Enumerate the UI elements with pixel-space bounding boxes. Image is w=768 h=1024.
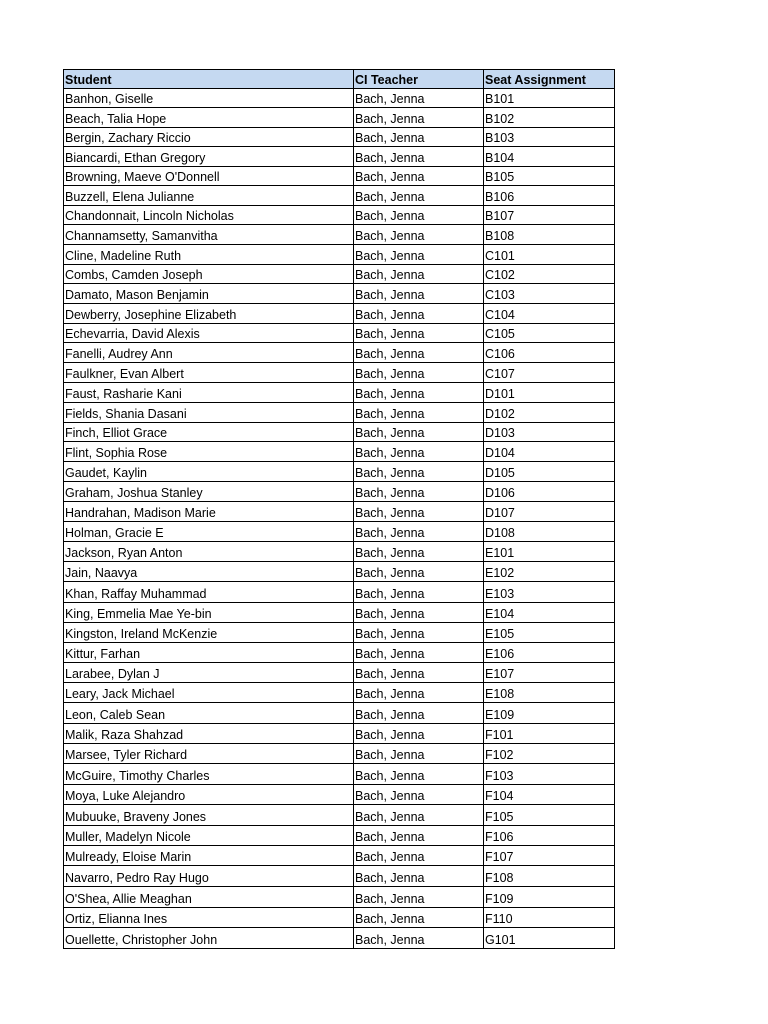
- table-row: [64, 602, 615, 622]
- seat-assignment-cell[interactable]: E102: [484, 562, 615, 582]
- seat-assignment-cell[interactable]: F106: [484, 825, 615, 845]
- student-name-cell[interactable]: Flint, Sophia Rose: [64, 442, 354, 462]
- seat-assignment-table: [63, 69, 615, 949]
- table-row: [64, 482, 615, 502]
- ci-teacher-cell[interactable]: Bach, Jenna: [354, 303, 484, 323]
- student-name-cell[interactable]: Jain, Naavya: [64, 562, 354, 582]
- ci-teacher-cell[interactable]: Bach, Jenna: [354, 186, 484, 206]
- seat-assignment-cell[interactable]: E107: [484, 663, 615, 683]
- seat-assignment-cell[interactable]: B104: [484, 147, 615, 166]
- student-name-cell[interactable]: McGuire, Timothy Charles: [64, 764, 354, 784]
- seat-assignment-sheet: [63, 69, 614, 949]
- student-name-cell[interactable]: Chandonnait, Lincoln Nicholas: [64, 205, 354, 225]
- table-row: [64, 866, 615, 887]
- table-row: [64, 264, 615, 284]
- student-name-cell[interactable]: Malik, Raza Shahzad: [64, 723, 354, 743]
- student-name-cell[interactable]: Leon, Caleb Sean: [64, 703, 354, 723]
- seat-assignment-cell[interactable]: E103: [484, 582, 615, 602]
- table-row: [64, 825, 615, 845]
- student-name-cell[interactable]: Fanelli, Audrey Ann: [64, 343, 354, 363]
- seat-assignment-cell[interactable]: B105: [484, 166, 615, 186]
- seat-assignment-cell[interactable]: D104: [484, 442, 615, 462]
- seat-assignment-cell[interactable]: F108: [484, 866, 615, 887]
- student-name-cell[interactable]: Buzzell, Elena Julianne: [64, 186, 354, 206]
- seat-assignment-column-header[interactable]: Seat Assignment: [484, 70, 615, 89]
- ci-teacher-cell[interactable]: Bach, Jenna: [354, 886, 484, 907]
- table-row: [64, 502, 615, 522]
- table-row: [64, 303, 615, 323]
- student-name-cell[interactable]: Ouellette, Christopher John: [64, 928, 354, 949]
- ci-teacher-cell[interactable]: Bach, Jenna: [354, 542, 484, 562]
- student-name-cell[interactable]: Biancardi, Ethan Gregory: [64, 147, 354, 166]
- table-row: [64, 805, 615, 825]
- seat-assignment-cell[interactable]: D108: [484, 522, 615, 542]
- student-name-cell[interactable]: Graham, Joshua Stanley: [64, 482, 354, 502]
- table-body: [64, 89, 615, 949]
- seat-assignment-cell[interactable]: F103: [484, 764, 615, 784]
- table-row: [64, 462, 615, 482]
- seat-assignment-cell[interactable]: D107: [484, 502, 615, 522]
- ci-teacher-cell[interactable]: Bach, Jenna: [354, 562, 484, 582]
- table-row: [64, 562, 615, 582]
- seat-assignment-cell[interactable]: F105: [484, 805, 615, 825]
- student-name-cell[interactable]: Damato, Mason Benjamin: [64, 284, 354, 304]
- table-row: [64, 108, 615, 127]
- table-row: [64, 886, 615, 907]
- table-row: [64, 343, 615, 363]
- table-row: [64, 442, 615, 462]
- table-row: [64, 186, 615, 206]
- seat-assignment-cell[interactable]: E101: [484, 542, 615, 562]
- seat-assignment-cell[interactable]: F109: [484, 886, 615, 907]
- table-row: [64, 323, 615, 343]
- student-name-cell[interactable]: Finch, Elliot Grace: [64, 422, 354, 442]
- seat-assignment-cell[interactable]: C104: [484, 303, 615, 323]
- student-name-cell[interactable]: Mulready, Eloise Marin: [64, 846, 354, 866]
- table-row: [64, 622, 615, 642]
- ci-teacher-cell[interactable]: Bach, Jenna: [354, 642, 484, 662]
- seat-assignment-cell[interactable]: F104: [484, 784, 615, 804]
- table-row: [64, 127, 615, 146]
- ci-teacher-cell[interactable]: Bach, Jenna: [354, 784, 484, 804]
- student-name-cell[interactable]: Holman, Gracie E: [64, 522, 354, 542]
- student-name-cell[interactable]: Mubuuke, Braveny Jones: [64, 805, 354, 825]
- student-name-cell[interactable]: Kittur, Farhan: [64, 642, 354, 662]
- table-row: [64, 764, 615, 784]
- table-row: [64, 166, 615, 186]
- ci-teacher-cell[interactable]: Bach, Jenna: [354, 764, 484, 784]
- table-row: [64, 582, 615, 602]
- ci-teacher-cell[interactable]: Bach, Jenna: [354, 928, 484, 949]
- seat-assignment-cell[interactable]: D106: [484, 482, 615, 502]
- seat-assignment-cell[interactable]: C101: [484, 244, 615, 264]
- student-name-cell[interactable]: Handrahan, Madison Marie: [64, 502, 354, 522]
- table-row: [64, 846, 615, 866]
- seat-assignment-cell[interactable]: C106: [484, 343, 615, 363]
- ci-teacher-cell[interactable]: Bach, Jenna: [354, 382, 484, 402]
- ci-teacher-cell[interactable]: Bach, Jenna: [354, 89, 484, 108]
- student-name-cell[interactable]: Muller, Madelyn Nicole: [64, 825, 354, 845]
- seat-assignment-cell[interactable]: B102: [484, 108, 615, 127]
- table-row: [64, 402, 615, 422]
- seat-assignment-cell[interactable]: B106: [484, 186, 615, 206]
- ci-teacher-cell[interactable]: Bach, Jenna: [354, 703, 484, 723]
- student-name-cell[interactable]: Kingston, Ireland McKenzie: [64, 622, 354, 642]
- seat-assignment-cell[interactable]: D102: [484, 402, 615, 422]
- seat-assignment-cell[interactable]: F110: [484, 907, 615, 928]
- table-row: [64, 422, 615, 442]
- table-row: [64, 205, 615, 225]
- table-row: [64, 784, 615, 804]
- ci-teacher-cell[interactable]: Bach, Jenna: [354, 825, 484, 845]
- ci-teacher-column-header[interactable]: CI Teacher: [354, 70, 484, 89]
- ci-teacher-cell[interactable]: Bach, Jenna: [354, 442, 484, 462]
- seat-assignment-cell[interactable]: C107: [484, 363, 615, 383]
- ci-teacher-cell[interactable]: Bach, Jenna: [354, 108, 484, 127]
- seat-assignment-cell[interactable]: E109: [484, 703, 615, 723]
- table-row: [64, 744, 615, 764]
- table-row: [64, 244, 615, 264]
- table-row: [64, 225, 615, 245]
- ci-teacher-cell[interactable]: Bach, Jenna: [354, 907, 484, 928]
- ci-teacher-cell[interactable]: Bach, Jenna: [354, 744, 484, 764]
- seat-assignment-cell[interactable]: F101: [484, 723, 615, 743]
- seat-assignment-cell[interactable]: D105: [484, 462, 615, 482]
- table-row: [64, 89, 615, 108]
- ci-teacher-cell[interactable]: Bach, Jenna: [354, 866, 484, 887]
- ci-teacher-cell[interactable]: Bach, Jenna: [354, 805, 484, 825]
- ci-teacher-cell[interactable]: Bach, Jenna: [354, 602, 484, 622]
- seat-assignment-cell[interactable]: F107: [484, 846, 615, 866]
- student-name-cell[interactable]: Browning, Maeve O'Donnell: [64, 166, 354, 186]
- student-name-cell[interactable]: Bergin, Zachary Riccio: [64, 127, 354, 146]
- student-name-cell[interactable]: Cline, Madeline Ruth: [64, 244, 354, 264]
- student-name-cell[interactable]: O'Shea, Allie Meaghan: [64, 886, 354, 907]
- student-name-cell[interactable]: King, Emmelia Mae Ye-bin: [64, 602, 354, 622]
- student-name-cell[interactable]: Channamsetty, Samanvitha: [64, 225, 354, 245]
- table-row: [64, 542, 615, 562]
- student-name-cell[interactable]: Jackson, Ryan Anton: [64, 542, 354, 562]
- ci-teacher-cell[interactable]: Bach, Jenna: [354, 522, 484, 542]
- table-row: [64, 363, 615, 383]
- table-row: [64, 382, 615, 402]
- ci-teacher-cell[interactable]: Bach, Jenna: [354, 723, 484, 743]
- student-name-cell[interactable]: Leary, Jack Michael: [64, 683, 354, 703]
- ci-teacher-cell[interactable]: Bach, Jenna: [354, 582, 484, 602]
- table-row: [64, 907, 615, 928]
- ci-teacher-cell[interactable]: Bach, Jenna: [354, 284, 484, 304]
- student-name-cell[interactable]: Faust, Rasharie Kani: [64, 382, 354, 402]
- ci-teacher-cell[interactable]: Bach, Jenna: [354, 147, 484, 166]
- table-row: [64, 522, 615, 542]
- student-name-cell[interactable]: Faulkner, Evan Albert: [64, 363, 354, 383]
- student-name-cell[interactable]: Combs, Camden Joseph: [64, 264, 354, 284]
- student-column-header[interactable]: Student: [64, 70, 354, 89]
- student-name-cell[interactable]: Navarro, Pedro Ray Hugo: [64, 866, 354, 887]
- ci-teacher-cell[interactable]: Bach, Jenna: [354, 402, 484, 422]
- seat-assignment-cell[interactable]: E104: [484, 602, 615, 622]
- ci-teacher-cell[interactable]: Bach, Jenna: [354, 663, 484, 683]
- ci-teacher-cell[interactable]: Bach, Jenna: [354, 622, 484, 642]
- ci-teacher-cell[interactable]: Bach, Jenna: [354, 264, 484, 284]
- table-row: [64, 663, 615, 683]
- table-row: [64, 284, 615, 304]
- ci-teacher-cell[interactable]: Bach, Jenna: [354, 205, 484, 225]
- ci-teacher-cell[interactable]: Bach, Jenna: [354, 323, 484, 343]
- ci-teacher-cell[interactable]: Bach, Jenna: [354, 225, 484, 245]
- seat-assignment-cell[interactable]: E106: [484, 642, 615, 662]
- ci-teacher-cell[interactable]: Bach, Jenna: [354, 127, 484, 146]
- ci-teacher-cell[interactable]: Bach, Jenna: [354, 482, 484, 502]
- student-name-cell[interactable]: Dewberry, Josephine Elizabeth: [64, 303, 354, 323]
- student-name-cell[interactable]: Moya, Luke Alejandro: [64, 784, 354, 804]
- ci-teacher-cell[interactable]: Bach, Jenna: [354, 244, 484, 264]
- ci-teacher-cell[interactable]: Bach, Jenna: [354, 683, 484, 703]
- ci-teacher-cell[interactable]: Bach, Jenna: [354, 166, 484, 186]
- seat-assignment-cell[interactable]: B107: [484, 205, 615, 225]
- table-row: [64, 928, 615, 949]
- ci-teacher-cell[interactable]: Bach, Jenna: [354, 502, 484, 522]
- seat-assignment-cell[interactable]: B101: [484, 89, 615, 108]
- student-name-cell[interactable]: Marsee, Tyler Richard: [64, 744, 354, 764]
- seat-assignment-cell[interactable]: E108: [484, 683, 615, 703]
- table-row: [64, 723, 615, 743]
- ci-teacher-cell[interactable]: Bach, Jenna: [354, 422, 484, 442]
- seat-assignment-cell[interactable]: B103: [484, 127, 615, 146]
- seat-assignment-cell[interactable]: D101: [484, 382, 615, 402]
- student-name-cell[interactable]: Larabee, Dylan J: [64, 663, 354, 683]
- seat-assignment-cell[interactable]: F102: [484, 744, 615, 764]
- student-name-cell[interactable]: Khan, Raffay Muhammad: [64, 582, 354, 602]
- seat-assignment-cell[interactable]: B108: [484, 225, 615, 245]
- table-row: [64, 703, 615, 723]
- table-row: [64, 147, 615, 166]
- seat-assignment-cell[interactable]: G101: [484, 928, 615, 949]
- ci-teacher-cell[interactable]: Bach, Jenna: [354, 846, 484, 866]
- student-name-cell[interactable]: Ortiz, Elianna Ines: [64, 907, 354, 928]
- seat-assignment-cell[interactable]: C105: [484, 323, 615, 343]
- header-row: [64, 70, 615, 89]
- table-row: [64, 683, 615, 703]
- student-name-cell[interactable]: Banhon, Giselle: [64, 89, 354, 108]
- seat-assignment-cell[interactable]: C102: [484, 264, 615, 284]
- table-row: [64, 642, 615, 662]
- student-name-cell[interactable]: Gaudet, Kaylin: [64, 462, 354, 482]
- ci-teacher-cell[interactable]: Bach, Jenna: [354, 343, 484, 363]
- seat-assignment-cell[interactable]: D103: [484, 422, 615, 442]
- seat-assignment-cell[interactable]: C103: [484, 284, 615, 304]
- student-name-cell[interactable]: Echevarria, David Alexis: [64, 323, 354, 343]
- student-name-cell[interactable]: Fields, Shania Dasani: [64, 402, 354, 422]
- seat-assignment-cell[interactable]: E105: [484, 622, 615, 642]
- student-name-cell[interactable]: Beach, Talia Hope: [64, 108, 354, 127]
- ci-teacher-cell[interactable]: Bach, Jenna: [354, 363, 484, 383]
- ci-teacher-cell[interactable]: Bach, Jenna: [354, 462, 484, 482]
